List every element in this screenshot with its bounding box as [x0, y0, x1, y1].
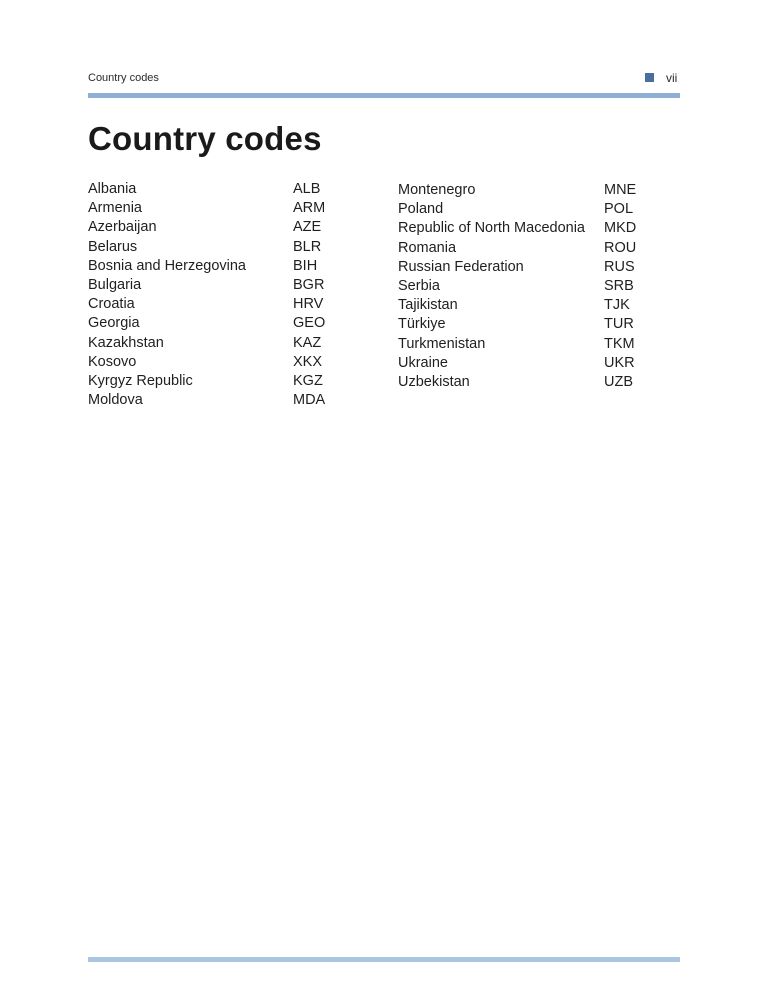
- country-code: UKR: [604, 354, 635, 371]
- country-code: UZB: [604, 373, 633, 390]
- country-code: HRV: [293, 296, 324, 313]
- country-code: POL: [604, 201, 634, 218]
- country-code: TUR: [604, 316, 634, 333]
- table-row: [88, 257, 348, 276]
- table-row: [88, 314, 348, 333]
- country-name: Russian Federation: [398, 258, 524, 275]
- country-code: AZE: [293, 219, 322, 236]
- country-table-left: [88, 180, 348, 410]
- table-row: [398, 354, 658, 373]
- table-row: [88, 218, 348, 237]
- table-row: [88, 391, 348, 410]
- top-rule: [88, 93, 680, 98]
- table-row: [398, 200, 658, 219]
- country-name: Kazakhstan: [88, 334, 164, 351]
- country-code: RUS: [604, 258, 635, 275]
- country-code: MKD: [604, 220, 637, 237]
- country-code: KGZ: [293, 372, 323, 389]
- country-code: BGR: [293, 276, 325, 293]
- country-name: Serbia: [398, 277, 440, 294]
- country-code: ARM: [293, 200, 326, 217]
- country-name: Bulgaria: [88, 276, 142, 293]
- country-code: MDA: [293, 392, 326, 409]
- country-code: GEO: [293, 315, 326, 332]
- country-name: Albania: [88, 181, 137, 197]
- country-name: Türkiye: [398, 316, 446, 333]
- table-row: [398, 315, 658, 334]
- country-name: Tajikistan: [398, 297, 458, 314]
- country-name: Turkmenistan: [398, 335, 486, 352]
- table-row: [398, 277, 658, 296]
- country-name: Moldova: [88, 392, 143, 409]
- country-name: Belarus: [88, 238, 138, 255]
- running-head: Country codes: [88, 72, 159, 84]
- country-name: Republic of North Macedonia: [398, 220, 585, 237]
- country-name: Romania: [398, 239, 457, 256]
- table-row: [88, 180, 348, 199]
- page-number: vii: [666, 71, 678, 85]
- country-code: ROU: [604, 239, 637, 256]
- country-code: ALB: [293, 181, 321, 197]
- country-name: Uzbekistan: [398, 373, 470, 390]
- country-code: BLR: [293, 238, 322, 255]
- table-row: [398, 296, 658, 315]
- country-name: Georgia: [88, 315, 140, 332]
- table-row: [398, 219, 658, 238]
- table-row: [398, 258, 658, 277]
- country-code: TJK: [604, 297, 630, 314]
- country-code: TKM: [604, 335, 635, 352]
- table-row: [88, 353, 348, 372]
- country-name: Croatia: [88, 296, 135, 313]
- bottom-rule: [88, 957, 680, 962]
- table-row: [88, 276, 348, 295]
- country-code: KAZ: [293, 334, 322, 351]
- table-row: [88, 238, 348, 257]
- country-code: BIH: [293, 257, 318, 274]
- country-name: Ukraine: [398, 354, 448, 371]
- country-name: Armenia: [88, 200, 142, 217]
- country-name: Bosnia and Herzegovina: [88, 257, 246, 274]
- table-row: [88, 295, 348, 314]
- country-name: Azerbaijan: [88, 219, 157, 236]
- country-name: Poland: [398, 201, 444, 218]
- page-title: Country codes: [88, 120, 322, 157]
- table-row: [88, 372, 348, 391]
- table-row: [398, 181, 658, 200]
- country-name: Kyrgyz Republic: [88, 372, 193, 389]
- country-name: Montenegro: [398, 182, 476, 198]
- country-code: SRB: [604, 277, 634, 294]
- table-row: [398, 335, 658, 354]
- table-row: [88, 199, 348, 218]
- country-code: MNE: [604, 182, 637, 198]
- table-row: [398, 373, 658, 392]
- table-row: [88, 334, 348, 353]
- country-table-right: [398, 181, 658, 392]
- table-row: [398, 239, 658, 258]
- page-marker: [645, 73, 654, 82]
- country-name: Kosovo: [88, 353, 137, 370]
- country-code: XKX: [293, 353, 323, 370]
